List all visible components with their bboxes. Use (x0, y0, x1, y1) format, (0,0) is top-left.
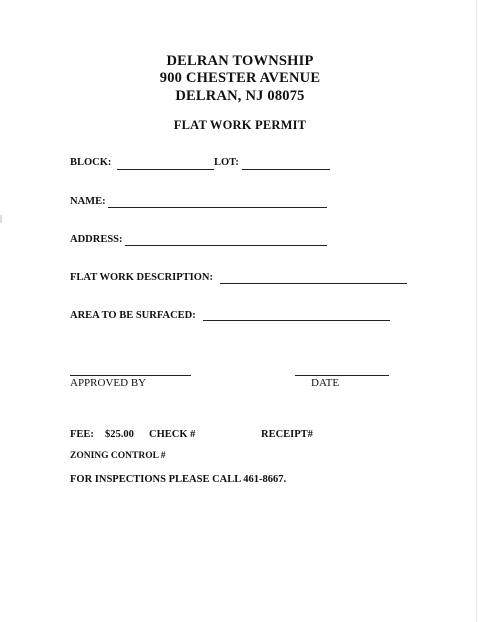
receipt-label: RECEIPT# (261, 429, 313, 440)
date-line[interactable] (295, 375, 389, 376)
township-city: DELRAN, NJ 08075 (175, 88, 305, 104)
name-input-line[interactable] (108, 207, 327, 208)
fee-label: FEE: (70, 429, 94, 440)
page-title: FLAT WORK PERMIT (173, 118, 307, 132)
block-label: BLOCK: (70, 157, 112, 168)
description-label: FLAT WORK DESCRIPTION: (70, 272, 213, 283)
address-input-line[interactable] (125, 245, 327, 246)
block-input-line[interactable] (117, 169, 214, 170)
township-street: 900 CHESTER AVENUE (159, 70, 321, 86)
description-input-line[interactable] (220, 283, 407, 284)
name-label: NAME: (70, 196, 106, 207)
area-input-line[interactable] (203, 320, 390, 321)
check-label: CHECK # (149, 429, 196, 440)
lot-input-line[interactable] (242, 169, 330, 170)
lot-label: LOT: (214, 157, 239, 168)
scan-mark (0, 215, 2, 223)
date-label: DATE (311, 377, 340, 389)
township-name: DELRAN TOWNSHIP (166, 53, 314, 69)
address-label: ADDRESS: (70, 234, 123, 245)
approved-by-label: APPROVED BY (70, 377, 147, 389)
area-label: AREA TO BE SURFACED: (70, 310, 196, 321)
zoning-control-label: ZONING CONTROL # (70, 451, 166, 461)
approved-by-line[interactable] (70, 375, 191, 376)
fee-value: $25.00 (105, 429, 134, 440)
inspections-note: FOR INSPECTIONS PLEASE CALL 461-8667. (70, 474, 287, 485)
